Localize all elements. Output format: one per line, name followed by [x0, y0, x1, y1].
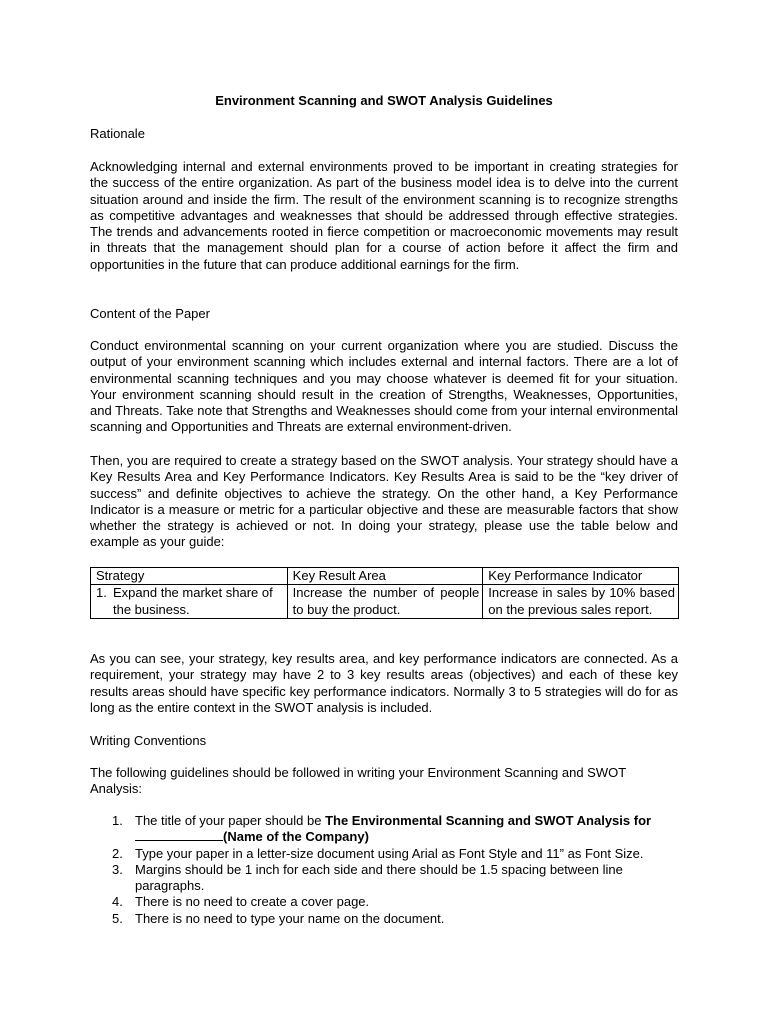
table-header-kra: Key Result Area — [287, 568, 483, 585]
strategy-table — [90, 567, 679, 619]
strategy-paragraph: Then, you are required to create a strategy based on the SWOT analysis. Your strategy should have a Key Results Area and Key Performance Indicators. Key Results Area is said to be the “key driver of success” and definite objectives to achieve the strategy. On the other hand, a Key Performance Indicator is a measure or metric for a particular objective and these are measurable factors that show whether the strategy is achieved or not. In doing your strategy, please use the table below and example as your guide: — [90, 453, 678, 550]
table-header-row — [91, 568, 679, 585]
list-item-number: 1. — [112, 813, 123, 828]
writing-heading: Writing Conventions — [90, 733, 207, 748]
list-item-number: 4. — [112, 894, 123, 910]
content-paragraph: Conduct environmental scanning on your current organization where you are studied. Discuss the output of your environment scanning which includes external and internal factors. There are a lot of environmental scanning techniques and you may choose whatever is deemed fit for your situation. Your environment scanning should result in the creation of Strengths, Weaknesses, Opportunities, and Threats. Take note that Strengths and Weaknesses should come from your internal environmental scanning and Opportunities and Threats are external environment-driven. — [90, 338, 678, 435]
content-heading: Content of the Paper — [90, 306, 210, 321]
list-item-text: There is no need to create a cover page. — [135, 894, 370, 910]
list-item — [90, 862, 678, 895]
list-item-text: The title of your paper should be — [135, 813, 326, 828]
table-cell-strategy — [91, 585, 288, 619]
rationale-heading: Rationale — [90, 126, 145, 141]
document-title: Environment Scanning and SWOT Analysis Guidelines — [215, 93, 553, 108]
list-item-number: 2. — [112, 845, 123, 861]
list-item-text: Type your paper in a letter-size document using Arial as Font Style and 11” as Font Size. — [135, 845, 644, 861]
list-item-text: There is no need to type your name on the document. — [135, 910, 445, 926]
list-item-number: 3. — [112, 861, 123, 877]
list-item-bold-company: (Name of the Company) — [223, 829, 369, 845]
conventions-list — [90, 813, 678, 927]
writing-intro: The following guidelines should be followed in writing your Environment Scanning and SWOT Analysis: — [90, 765, 626, 797]
connected-paragraph: As you can see, your strategy, key results area, and key performance indicators are connected. As a requirement, your strategy may have 2 to 3 key results areas (objectives) and each of these key results areas should have specific key performance indicators. Normally 3 to 5 strategies will do for as long as the entire context in the SWOT analysis is included. — [90, 651, 678, 715]
table-cell-strategy-text: Expand the market share of the business. — [113, 585, 273, 617]
table-header-kpi: Key Performance Indicator — [483, 568, 679, 585]
rationale-paragraph: Acknowledging internal and external environments proved to be important in creating strategies for the success of the entire organization. As part of the business model idea is to delve into the current situation around and inside the firm. The result of the environment scanning is to recognize strengths as competitive advantages and weaknesses that should be addressed through effective strategies. The trends and advancements rooted in fierce competition or macroeconomic movements may result in threats that the management should plan for a course of action before it affect the firm and opportunities in the future that can produce additional earnings for the firm. — [90, 159, 678, 272]
table-cell-kpi: Increase in sales by 10% based on the previous sales report. — [483, 585, 679, 619]
list-item — [90, 846, 678, 862]
table-row — [91, 585, 679, 619]
table-cell-kra: Increase the number of people to buy the product. — [287, 585, 483, 619]
table-row-number: 1. — [96, 585, 107, 601]
list-item-number: 5. — [112, 910, 123, 926]
table-header-strategy: Strategy — [91, 568, 288, 585]
list-item — [90, 813, 678, 846]
list-item — [90, 894, 678, 910]
list-item-text: Margins should be 1 inch for each side and there should be 1.5 spacing between line paragraphs. — [135, 861, 623, 894]
list-item-bold-title: The Environmental Scanning and SWOT Analysis for — [325, 813, 652, 828]
blank-line — [135, 829, 223, 841]
list-item — [90, 911, 678, 927]
